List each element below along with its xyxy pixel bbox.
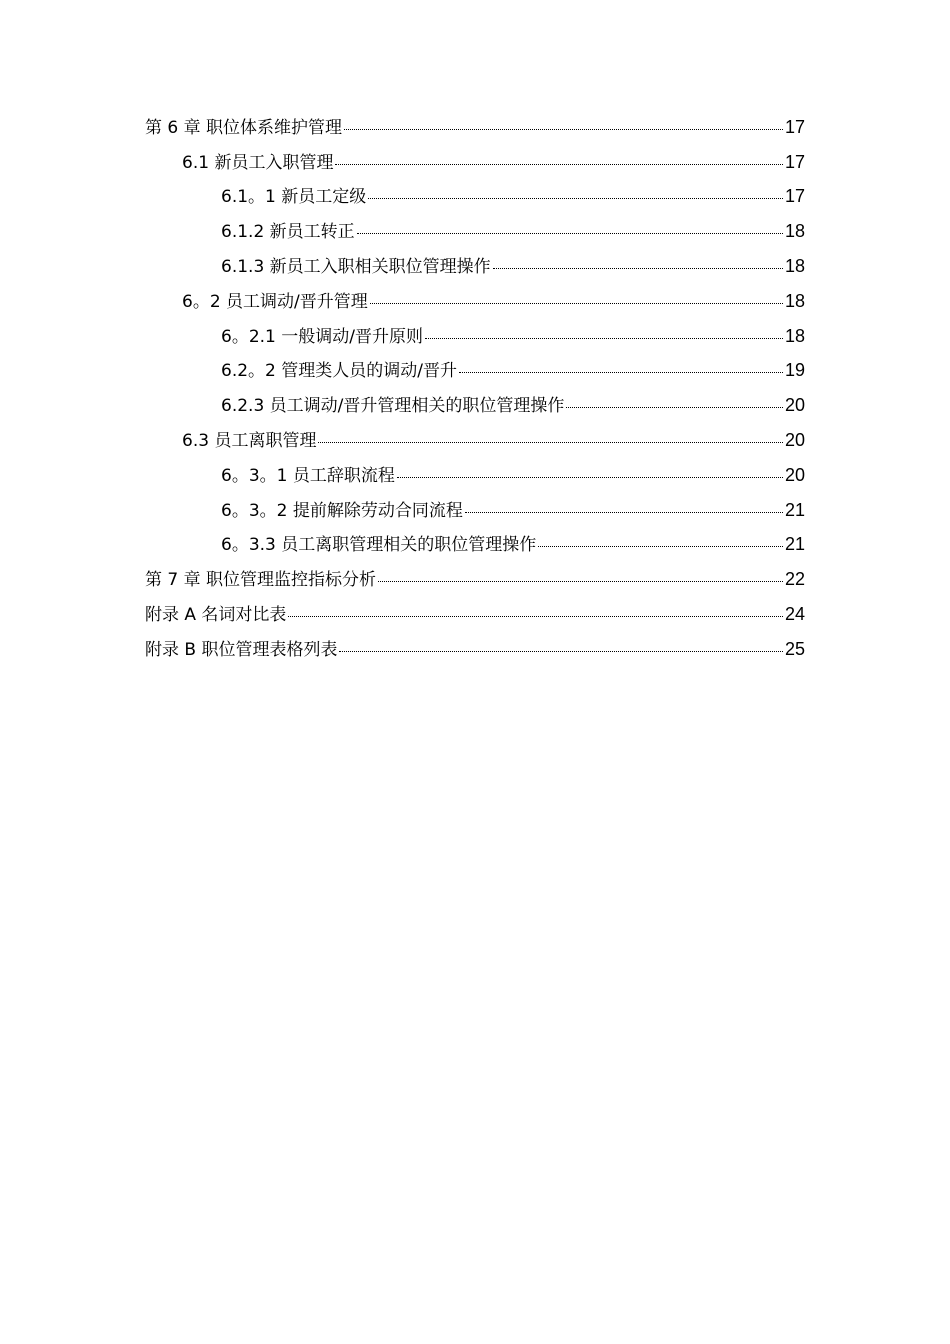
toc-entry-page: 25 (784, 638, 805, 659)
toc-entry-6-2[interactable] (0, 284, 950, 319)
toc-entry-title: 6。3。1 员工辞职流程 (221, 465, 395, 486)
toc-entry-page: 24 (784, 604, 805, 625)
toc-entry-page: 18 (784, 325, 805, 346)
toc-entry-6-1-2[interactable] (0, 214, 950, 249)
toc-dot-leader (368, 198, 783, 199)
toc-entry-title: 附录 B 职位管理表格列表 (145, 639, 338, 660)
toc-dot-leader (318, 442, 783, 443)
toc-dot-leader (397, 477, 783, 478)
toc-dot-leader (493, 268, 783, 269)
toc-dot-leader (465, 512, 783, 513)
table-of-contents (0, 110, 950, 667)
toc-entry-title: 6.1 新员工入职管理 (182, 152, 334, 173)
toc-entry-title: 第 6 章 职位体系维护管理 (145, 117, 343, 138)
toc-dot-leader (339, 651, 782, 652)
toc-entry-title: 6.1。1 新员工定级 (221, 187, 367, 208)
toc-entry-page: 22 (784, 569, 805, 590)
toc-dot-leader (357, 233, 783, 234)
toc-entry-title: 附录 A 名词对比表 (145, 605, 287, 626)
toc-entry-chapter-6[interactable] (0, 110, 950, 145)
toc-entry-title: 6.2.3 员工调动/晋升管理相关的职位管理操作 (221, 396, 565, 417)
toc-entry-page: 20 (784, 430, 805, 451)
toc-entry-6-1-3[interactable] (0, 249, 950, 284)
toc-entry-title: 6。2.1 一般调动/晋升原则 (221, 326, 423, 347)
toc-entry-page: 19 (784, 360, 805, 381)
toc-entry-page: 18 (784, 256, 805, 277)
toc-entry-page: 18 (784, 221, 805, 242)
toc-entry-6-3[interactable] (0, 423, 950, 458)
toc-dot-leader (344, 129, 783, 130)
toc-dot-leader (425, 338, 783, 339)
toc-entry-6-2-3[interactable] (0, 388, 950, 423)
toc-entry-page: 21 (784, 534, 805, 555)
toc-entry-page: 18 (784, 290, 805, 311)
toc-dot-leader (538, 546, 783, 547)
toc-entry-6-3-3[interactable] (0, 528, 950, 563)
toc-dot-leader (370, 303, 783, 304)
toc-entry-page: 17 (784, 186, 805, 207)
toc-entry-page: 20 (784, 395, 805, 416)
toc-entry-6-2-2[interactable] (0, 354, 950, 389)
toc-entry-6-2-1[interactable] (0, 319, 950, 354)
toc-entry-title: 6。3.3 员工离职管理相关的职位管理操作 (221, 535, 537, 556)
toc-dot-leader (335, 164, 783, 165)
toc-entry-appendix-a[interactable] (0, 597, 950, 632)
toc-entry-page: 17 (784, 151, 805, 172)
toc-entry-page: 17 (784, 116, 805, 137)
toc-entry-page: 20 (784, 464, 805, 485)
toc-dot-leader (378, 581, 783, 582)
toc-entry-6-3-2[interactable] (0, 493, 950, 528)
toc-entry-6-1[interactable] (0, 145, 950, 180)
toc-entry-appendix-b[interactable] (0, 632, 950, 667)
toc-entry-6-1-1[interactable] (0, 180, 950, 215)
toc-entry-title: 6.1.3 新员工入职相关职位管理操作 (221, 257, 491, 278)
toc-entry-page: 21 (784, 499, 805, 520)
toc-entry-title: 6.1.2 新员工转正 (221, 222, 355, 243)
toc-dot-leader (288, 616, 783, 617)
toc-entry-6-3-1[interactable] (0, 458, 950, 493)
toc-entry-title: 6.2。2 管理类人员的调动/晋升 (221, 361, 457, 382)
toc-dot-leader (566, 407, 783, 408)
toc-entry-title: 6。3。2 提前解除劳动合同流程 (221, 500, 463, 521)
toc-entry-title: 6。2 员工调动/晋升管理 (182, 291, 368, 312)
toc-entry-title: 6.3 员工离职管理 (182, 431, 317, 452)
toc-dot-leader (459, 372, 783, 373)
toc-entry-title: 第 7 章 职位管理监控指标分析 (145, 570, 377, 591)
toc-entry-chapter-7[interactable] (0, 562, 950, 597)
